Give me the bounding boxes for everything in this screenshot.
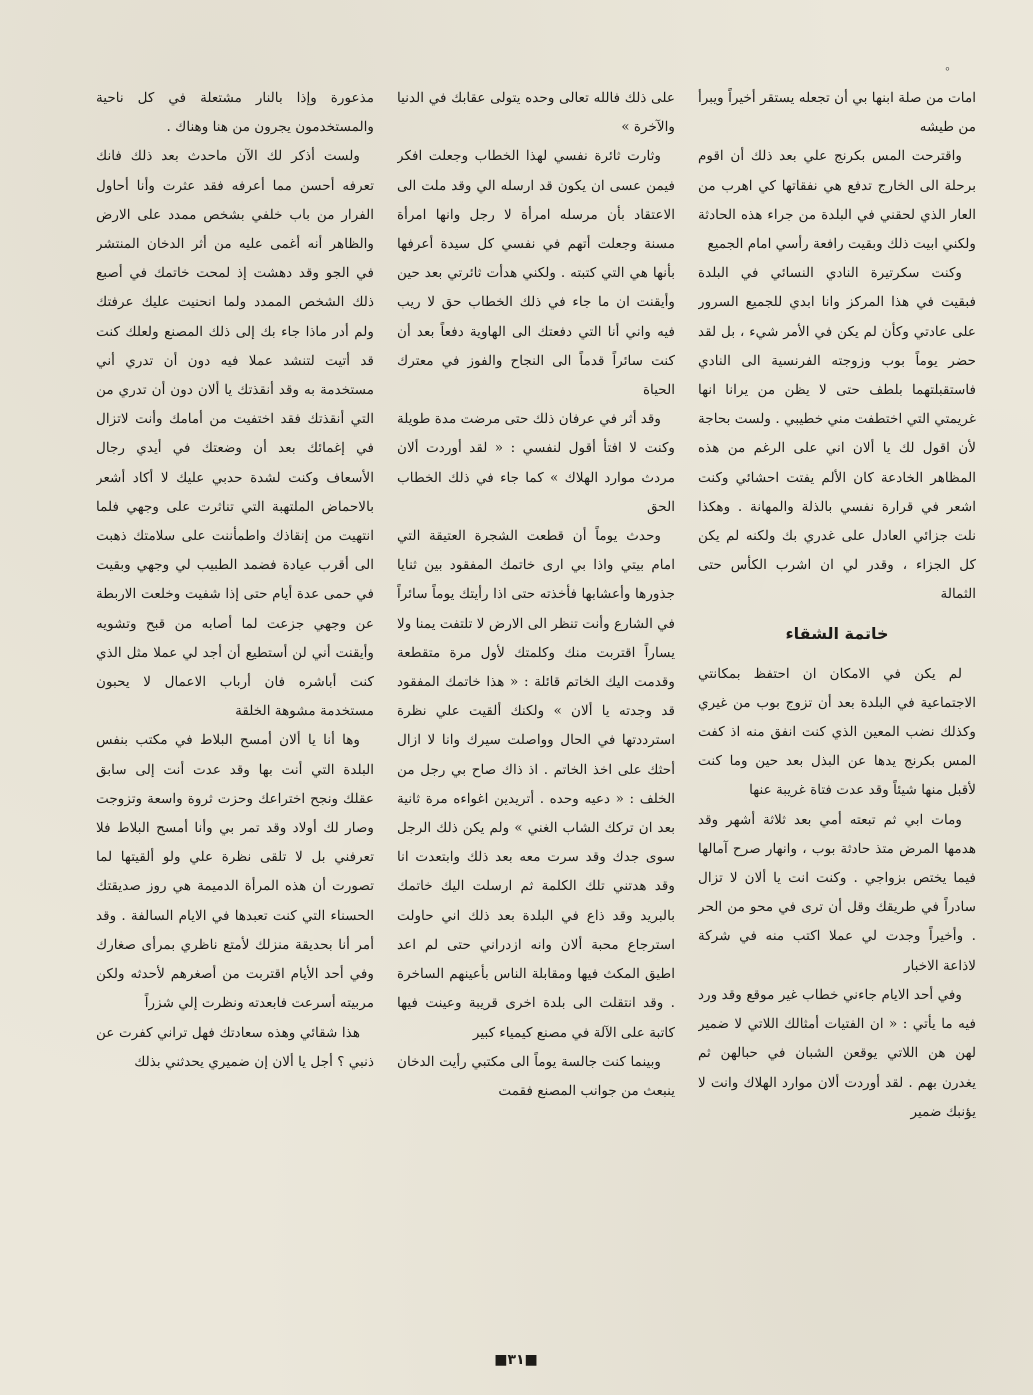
- paragraph: واقترحت المس بكرنج علي بعد ذلك أن اقوم برحلة الى الخارج تدفع هي نفقاتها كي اهرب من العار الذي لحقني في البلدة من جراء هذه الحادثة ولكني ابيت ذلك وبقيت رافعة رأسي امام الجميع: [698, 148, 976, 253]
- column-middle: [397, 84, 675, 1304]
- paragraph: لم يكن في الامكان ان احتفظ بمكانتي الاجتماعية في البلدة بعد أن تزوج بوب من غيري وكذلك نضب المعين الذي كنت انفق منه اذ كفت المس بكرنج يدها عن البذل بعد حين وما كنت لأقبل منها شيئاً وقد عدت فتاة غريبة عنها: [698, 665, 976, 799]
- paragraph: امات من صلة ابنها بي أن تجعله يستقر أخيراً ويبرأ من طيشه: [698, 90, 976, 136]
- paragraph: ولست أذكر لك الآن ماحدث بعد ذلك فانك تعرفه أحسن مما أعرفه فقد عثرت وأنا أحاول الفرار من باب خلفي بشخص ممدد على الارض والظاهر أنه أغمى عليه من أثر الدخان المنتشر في الجو وقد دهشت إذ لمحت خاتمك في أصبع ذلك الشخص الممدد ولما انحنيت عليك عرفتك ولم أدر ماذا جاء بك إلى ذلك المصنع ولعلك كنت قد أتيت لتنشد عملا فيه دون أن تدري أني مستخدمة به وقد أنقذتك يا ألان دون أن تدري من التي أنقذتك فقد اختفيت من أمامك وأنت لاتزال في إغمائك بعد أن وضعتك في أيدي رجال الأسعاف وكنت لشدة حدبي عليك لا أكاد أشعر بالاحماض الملتهبة التي تناثرت على وجهي فلما انتهيت من إنقاذك واطمأننت على سلامتك ذهبت الى أقرب عيادة فضمد الطبيب لي وجهي وبقيت في حمى عدة أيام حتى إذا شفيت وخلعت الاربطة عن وجهي جزعت لما أصابه من قبح وتشويه وأيقنت أني لن أستطيع أن أجد لي عملا مثل الذي كنت أباشره فان أرباب الاعمال لا يحبون مستخدمة مشوهة الخلقة: [96, 148, 374, 720]
- paragraph: وقد أثر في عرفان ذلك حتى مرضت مدة طويلة وكنت لا افتأ أقول لنفسي : « لقد أوردت ألان مردث موارد الهلاك » كما جاء في ذلك الخطاب الحق: [397, 411, 675, 515]
- paragraph: على ذلك فالله تعالى وحده يتولى عقابك في الدنيا والآخرة »: [397, 90, 675, 136]
- page-number: ■٣١■: [494, 1352, 538, 1368]
- text-columns: [96, 84, 976, 1304]
- paragraph: وحدث يوماً أن قطعت الشجرة العتيقة التي امام بيتي واذا بي ارى خاتمك المفقود بين ثنايا جذورها وأعشابها فأخذته حتى اذا رأيتك يوماً سائراً في الشارع وأنت تنظر الى الارض لا تلتفت يمنا ولا يساراً اقتربت منك وكلمتك لأول مرة متقطعة وقدمت اليك الخاتم قائلة : « هذا خاتمك المفقود قد وجدته يا ألان » ولكنك ألقيت علي نظرة استرددتها في الحال وواصلت سيرك وانا لا ازال أحثك على اخذ الخاتم . اذ ذاك صاح بي رجل من الخلف : « دعيه وحده . أتريدين اغواءه مرة ثانية بعد ان تركك الشاب الغني » ولم يكن ذلك الرجل سوى جدك وقد سرت معه بعد ذلك وابتعدت انا وقد هدتني تلك الكلمة ثم ارسلت اليك خاتمك بالبريد وقد ذاع في البلدة بعد ذلك اني حاولت استرجاع محبة ألان وانه ازدراني حتى لم اعد اطيق المكث فيها ومقابلة الناس بأعينهم الساخرة . وقد انتقلت الى بلدة اخرى قريبة وعينت فيها كاتبة على الآلة في مصنع كيمياء كبير: [397, 528, 675, 1041]
- section-heading: خاتمة الشقاء: [785, 623, 889, 643]
- paragraph: وها أنا يا ألان أمسح البلاط في مكتب بنفس البلدة التي أنت بها وقد عدت أنت إلى سابق عقلك ونجح اختراعك وحزت ثروة واسعة وتزوجت وصار لك أولاد وقد تمر بي وأنا أمسح البلاط فلا تعرفني بل لا تلقى نظرة علي ولو ألقيتها لما تصورت أن هذه المرأة الدميمة هي روز صديقتك الحسناء التي كنت تعبدها في الايام السالفة . وقد أمر أنا بحديقة منزلك لأمتع ناظري بمرأى صغارك وفي أحد الأيام اقتربت من أصغرهم لأحدثه ولكن مربيته أسرعت فابعدته ونظرت إلي شزراً: [96, 732, 374, 1012]
- paragraph: وكنت سكرتيرة النادي النسائي في البلدة فبقيت في هذا المركز وانا ابدي للجميع السرور على عادتي وكأن لم يكن في الأمر شيء ، بل لقد حضر يوماً بوب وزوجته الفرنسية الى النادي فاستقبلتهما بلطف حتى لا يظن من يرانا انها غريمتي التي اختطفت مني خطيبي . ولست بحاجة لأن اقول لك يا ألان اني على الرغم من هذه المظاهر الخادعة كان الألم يفتت احشائي وكنت اشعر في قرارة نفسي بالذلة والمهانة . وهكذا نلت جزائي العادل على غدري بك ولكنه لم يكن كل الجزاء ، وقدر لي ان اشرب الكأس حتى الثمالة: [698, 265, 976, 603]
- paragraph: هذا شقائي وهذه سعادتك فهل تراني كفرت عن ذنبي ؟ أجل يا ألان إن ضميري يحدثني بذلك: [96, 1024, 374, 1070]
- paragraph: ومات ابي ثم تبعته أمي بعد ثلاثة أشهر وقد هدمها المرض متذ حادثة بوب ، وانهار صرح آمالها فيما يختص بزواجي . وكنت انت يا ألان لا تزال سادراً في طريقك وقل أن ترى في محو من الحر . وأخيراً وجدت لي عملا اكتب منه في شركة لاذاعة الاخبار: [698, 811, 976, 974]
- paragraph: وفي أحد الايام جاءني خطاب غير موقع وقد ورد فيه ما يأتي : « ان الفتيات أمثالك اللاتي لا ضمير لهن هن اللاتي يوقعن الشبان في حبالهن ثم يغدرن بهم . لقد أوردت ألان موارد الهلاك وانت لا يؤنبك ضمير: [698, 986, 976, 1120]
- paragraph: وثارت ثائرة نفسي لهذا الخطاب وجعلت افكر فيمن عسى ان يكون قد ارسله الي وقد ملت الى الاعتقاد بأن مرسله امرأة لا رجل وانها امرأة مسنة وجعلت أتهم في نفسي كل سيدة أعرفها بأنها هي التي كتبته . ولكني هدأت ثائرتي بعد حين وأيقنت ان ما جاء في ذلك الخطاب حق لا ريب فيه واني أنا التي دفعتك الى الهاوية دفعاً بعد أن كنت سائراً قدماً الى النجاح والفوز في معترك الحياة: [397, 148, 675, 399]
- column-right: [698, 84, 976, 1304]
- paragraph: مذعورة وإذا بالنار مشتعلة في كل ناحية والمستخدمون يجرون من هنا وهناك .: [96, 90, 374, 136]
- corner-mark: ⸰: [944, 65, 950, 75]
- column-left: [96, 84, 374, 1304]
- paragraph: وبينما كنت جالسة يوماً الى مكتبي رأيت الدخان ينبعث من جوانب المصنع فقمت: [397, 1053, 675, 1099]
